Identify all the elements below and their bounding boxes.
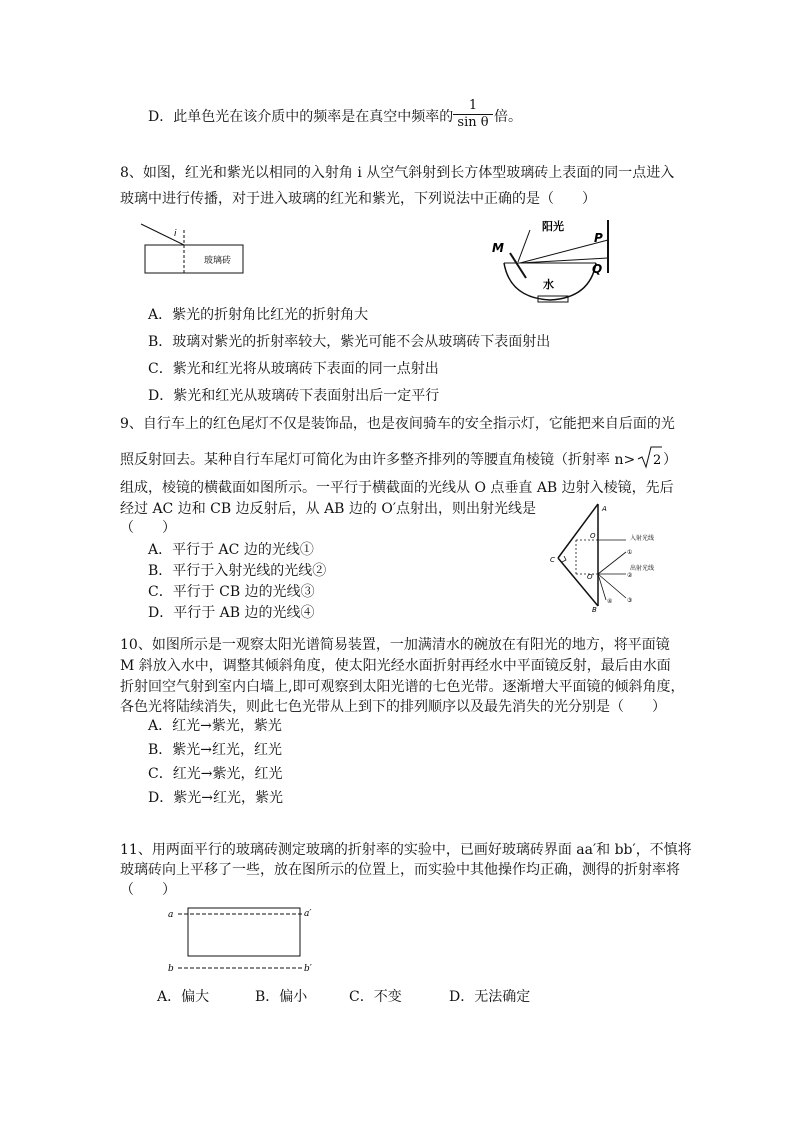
prism-ac (558, 504, 598, 558)
q7-fraction-numerator: 1 (453, 98, 493, 115)
label-sunlight: 阳光 (542, 220, 564, 233)
q10-option-a: A．红光→紫光，紫光 (148, 718, 282, 734)
q9-option-b: B．平行于入射光线的光线② (148, 563, 327, 579)
q10-option-b: B．紫光→红光，红光 (148, 742, 283, 758)
q9-stem-line4: 经过 AC 边和 CB 边反射后，从 AB 边的 O′点射出，则出射光线是 (120, 501, 537, 517)
q11-option-a: A．偏大 (157, 989, 210, 1005)
q10-stem-line4: 各色光将陆续消失，则此七色光带从上到下的排列顺序以及最先消失的光分别是（ ） (120, 699, 666, 715)
q9-stem-line5: （ ） (120, 520, 176, 536)
label-a-prime: a′ (304, 909, 312, 919)
label-ray-2: ② (627, 572, 633, 579)
q11-stem-line1: 11、用两面平行的玻璃砖测定玻璃的折射率的实验中，已画好玻璃砖界面 aa′和 bb′，不慎将 (120, 842, 692, 858)
label-p: P (594, 231, 603, 245)
q11-stem-line2: 玻璃砖向上平移了一些，放在图所示的位置上，而实验中其他操作均正确，测得的折射率将 (120, 862, 680, 878)
out-ray-3 (598, 574, 626, 598)
glass-block-rect (188, 908, 300, 956)
q10-option-c: C．红光→紫光，红光 (148, 766, 283, 782)
glass-brick-label: 玻璃砖 (204, 256, 232, 266)
q9-sqrt-value: 2 (653, 453, 662, 468)
label-ray-4: ④ (607, 598, 613, 605)
q9-option-c: C．平行于 CB 边的光线③ (148, 584, 315, 600)
sun-ray (518, 230, 530, 262)
q9-figure-prism (548, 502, 678, 614)
q7-option-d-tail: 倍。 (494, 109, 522, 125)
q11-figure-glass-block (160, 900, 320, 980)
label-c: C (550, 556, 555, 564)
label-q: Q (592, 262, 603, 276)
q8-figure-bowl (490, 218, 620, 308)
q8-option-d: D．紫光和红光从玻璃砖下表面射出后一定平行 (148, 388, 440, 404)
q9-stem-line2: 照反射回去。某种自行车尾灯可简化为由许多整齐排列的等腰直角棱镜（折射率 n> (120, 452, 636, 468)
right-angle-mark (562, 556, 566, 562)
q10-option-d: D．紫光→红光，紫光 (148, 790, 283, 806)
q8-figure-glass-brick (136, 220, 254, 280)
q9-stem-line1: 9、自行车上的红色尾灯不仅是装饰品，也是夜间骑车的安全指示灯，它能把来自后面的光 (120, 416, 675, 432)
label-water: 水 (543, 278, 554, 291)
label-incident: 入射光线 (630, 535, 655, 542)
q11-stem-line3: （ ） (120, 882, 176, 898)
label-o-prime: O′ (587, 573, 595, 581)
q7-option-d: D．此单色光在该介质中的频率是在真空中频率的 (148, 109, 454, 125)
q8-option-b: B．玻璃对紫光的折射率较大，紫光可能不会从玻璃砖下表面射出 (148, 334, 551, 350)
label-b: b (168, 964, 174, 974)
q8-stem-line1: 8、如图，红光和紫光以相同的入射角 i 从空气斜射到长方体型玻璃砖上表面的同一点进入 (120, 165, 675, 181)
q11-option-c: C．不变 (349, 989, 402, 1005)
label-b: B (592, 606, 597, 614)
label-outgoing: 出射光线 (630, 565, 655, 572)
q9-stem-line3: 组成，棱镜的横截面如图所示。一平行于横截面的光线从 O 点垂直 AB 边射入棱镜，先后 (120, 480, 674, 496)
q8-option-a: A．紫光的折射角比红光的折射角大 (148, 307, 369, 323)
q10-stem-line3: 折射回空气射到室内白墙上,即可观察到太阳光谱的七色光带。逐渐增大平面镜的倾斜角度， (120, 679, 685, 695)
label-o: O (590, 532, 596, 540)
incident-ray (141, 224, 184, 245)
label-m: M (492, 241, 504, 255)
q11-option-d: D．无法确定 (449, 989, 531, 1005)
q9-option-a: A．平行于 AC 边的光线① (148, 542, 314, 558)
label-ray-3: ③ (627, 597, 633, 604)
q11-option-b: B．偏小 (255, 989, 308, 1005)
q7-fraction (453, 98, 493, 131)
angle-i-label: i (174, 229, 177, 239)
q9-option-d: D．平行于 AB 边的光线④ (148, 605, 315, 621)
label-b-prime: b′ (304, 964, 312, 974)
out-ray-1 (598, 552, 626, 574)
label-a: a (168, 910, 174, 920)
q10-stem-line2: M 斜放入水中，调整其倾斜角度，使太阳光经水面折射再经水中平面镜反射，最后由水面 (120, 658, 671, 674)
mirror-m (510, 253, 526, 278)
q9-sqrt-symbol (637, 444, 663, 470)
label-ray-1: ① (627, 549, 633, 556)
q10-stem-line1: 10、如图所示是一观察太阳光谱简易装置，一加满清水的碗放在有阳光的地方，将平面镜 (120, 637, 670, 653)
q8-option-c: C．紫光和红光将从玻璃砖下表面的同一点射出 (148, 361, 439, 377)
q9-stem-line2-tail: ） (663, 452, 677, 468)
prism-cb (558, 558, 598, 606)
q7-fraction-denominator: sin θ (457, 115, 489, 130)
q8-stem-line2: 玻璃中进行传播，对于进入玻璃的红光和紫光，下列说法中正确的是（ ） (120, 191, 596, 207)
label-a: A (602, 505, 607, 513)
